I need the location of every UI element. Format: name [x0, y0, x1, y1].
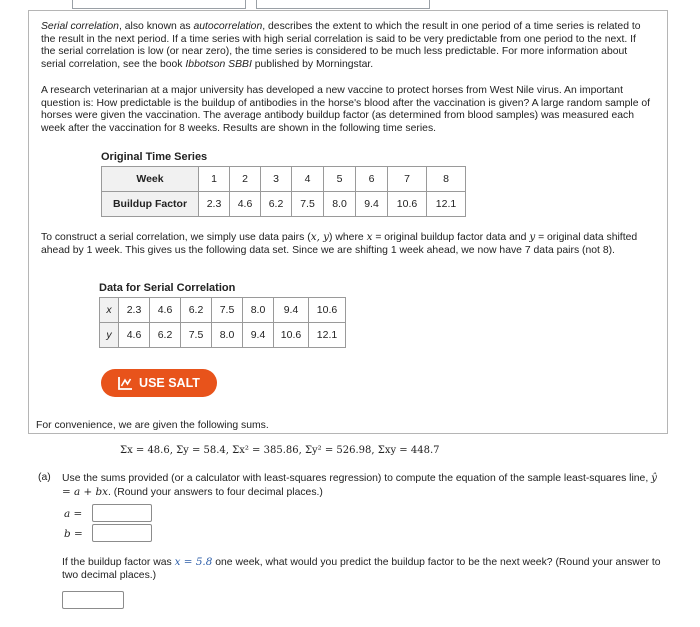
top-tab-right: [256, 0, 430, 9]
y-cell: 6.2: [150, 323, 181, 348]
intro-paragraph-2: A research veterinarian at a major university has developed a new vaccine to protect horses from West Nile virus. An important question is: How predictable is the buildup of antibodies in the horse's blood after the vaccination is given? A large random sample of horses were given the vaccination. The average antibody buildup factor (as determined from blood samples) was measured each week after the vaccination for 8 weeks. Results are shown in the following time series.: [41, 85, 651, 134]
week-cell: 1: [199, 167, 230, 192]
construct-paragraph: To construct a serial correlation, we simply use data pairs (x, y) where x = original buildup factor data and y = original data shifted ahead by 1 week. This gives us the following data set. Since we are shifting 1 week ahead, we now have 7 data pairs (not 8).: [41, 231, 638, 256]
a-label: a =: [64, 508, 83, 520]
salt-chart-icon: [118, 376, 133, 390]
prediction-answer-input[interactable]: [62, 591, 124, 609]
x-header: x: [100, 298, 119, 323]
term-autocorrelation: autocorrelation: [193, 21, 263, 32]
week-cell: 4: [292, 167, 324, 192]
factor-cell: 2.3: [199, 192, 230, 217]
b-answer-input[interactable]: [92, 524, 152, 542]
book-title: Ibbotson SBBI: [185, 58, 252, 70]
factor-cell: 9.4: [356, 192, 388, 217]
factor-header: Buildup Factor: [102, 192, 199, 217]
week-row: [102, 167, 466, 192]
original-series-title: Original Time Series: [101, 151, 208, 163]
predict-question: If the buildup factor was x = 5.8 one week, what would you predict the buildup factor to be the next week? (Round your answer to two decimal places.): [62, 556, 661, 581]
factor-cell: 6.2: [261, 192, 292, 217]
y-cell: 9.4: [243, 323, 274, 348]
y-cell: 7.5: [181, 323, 212, 348]
factor-cell: 10.6: [388, 192, 427, 217]
y-header: y: [100, 323, 119, 348]
factor-row: [102, 192, 466, 217]
y-cell: 8.0: [212, 323, 243, 348]
week-cell: 3: [261, 167, 292, 192]
y-cell: 12.1: [309, 323, 346, 348]
x-cell: 4.6: [150, 298, 181, 323]
x-cell: 8.0: [243, 298, 274, 323]
serial-data-title: Data for Serial Correlation: [99, 282, 236, 294]
factor-cell: 8.0: [324, 192, 356, 217]
factor-cell: 12.1: [427, 192, 466, 217]
y-row: [100, 323, 346, 348]
x-cell: 9.4: [274, 298, 309, 323]
x-cell: 7.5: [212, 298, 243, 323]
term-serial-correlation: Serial correlation: [41, 21, 119, 32]
week-cell: 5: [324, 167, 356, 192]
week-cell: 8: [427, 167, 466, 192]
convenience-text: For convenience, we are given the following sums.: [36, 420, 269, 431]
intro-paragraph-1: Serial correlation, also known as autocorrelation, describes the extent to which the result in one period of a time series is related to the result in the next period. If a time series with high serial correlation is said to be very predictable from one period to the next. If the serial correlation is low (or near zero), the time series is considered to be much less predictable. For more information about serial correlation, see the book Ibbotson SBBI published by Morningstar.: [41, 21, 641, 70]
a-answer-input[interactable]: [92, 504, 152, 522]
factor-cell: 7.5: [292, 192, 324, 217]
week-cell: 2: [230, 167, 261, 192]
week-cell: 7: [388, 167, 427, 192]
week-header: Week: [102, 167, 199, 192]
use-salt-label: USE SALT: [139, 376, 200, 390]
x-row: [100, 298, 346, 323]
x-cell: 2.3: [119, 298, 150, 323]
week-cell: 6: [356, 167, 388, 192]
problem-panel: [28, 10, 668, 434]
factor-cell: 4.6: [230, 192, 261, 217]
y-cell: 4.6: [119, 323, 150, 348]
original-time-series-table: [101, 166, 466, 217]
x-cell: 6.2: [181, 298, 212, 323]
part-a-text: Use the sums provided (or a calculator with least-squares regression) to compute the equation of the sample least-squares line, ŷ = a + bx. (Round your answers to four decimal places.): [62, 472, 657, 498]
top-tab-left: [72, 0, 246, 9]
use-salt-button[interactable]: [101, 369, 217, 397]
part-a-label: (a): [38, 472, 51, 483]
serial-correlation-table: [99, 297, 346, 348]
y-cell: 10.6: [274, 323, 309, 348]
b-label: b =: [64, 528, 83, 540]
sums-equation: Σx = 48.6, Σy = 58.4, Σx² = 385.86, Σy² = 526.98, Σxy = 448.7: [120, 445, 440, 456]
x-cell: 10.6: [309, 298, 346, 323]
